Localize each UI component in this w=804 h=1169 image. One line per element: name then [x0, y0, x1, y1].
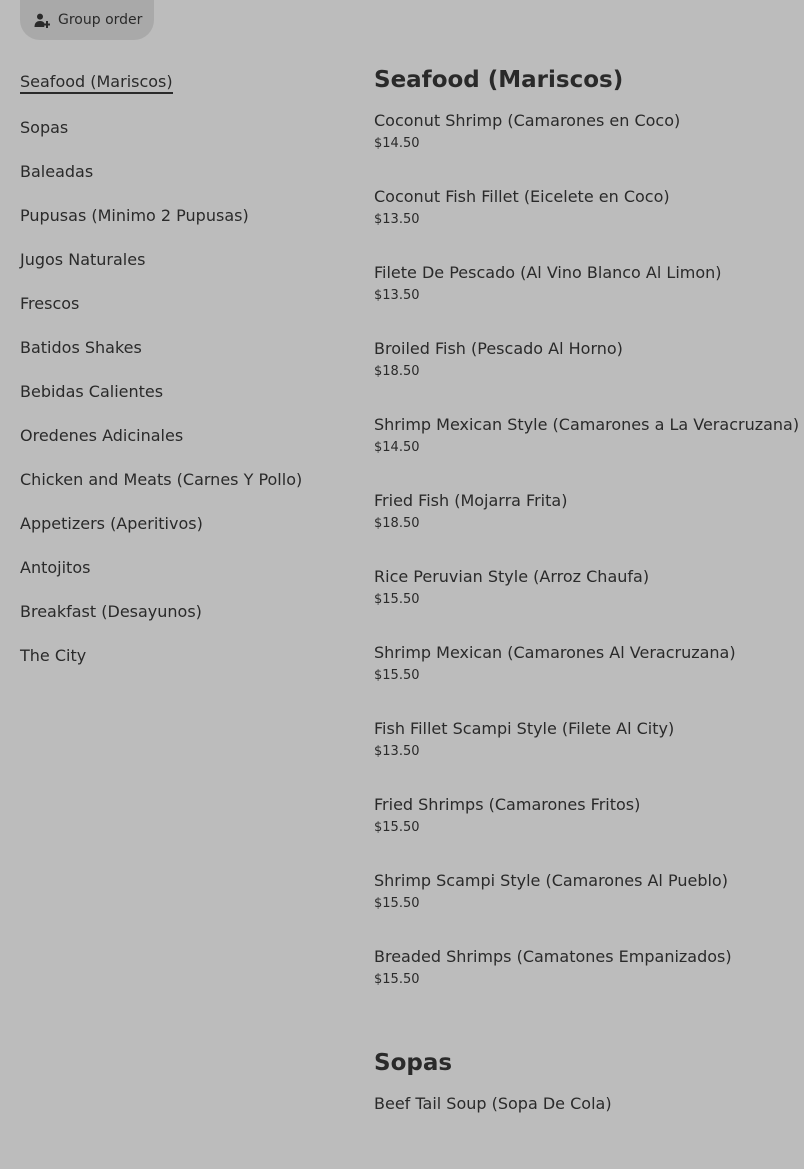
menu-item-price: $14.50	[374, 440, 420, 455]
menu-section-seafood	[374, 60, 804, 1022]
sidebar-item-label: Jugos Naturales	[20, 249, 146, 269]
sidebar-item-the-city[interactable]	[20, 633, 350, 677]
menu-item[interactable]	[374, 262, 804, 338]
menu-item[interactable]	[374, 110, 804, 186]
menu-item-price: $13.50	[374, 288, 420, 303]
sidebar-item-batidos-shakes[interactable]	[20, 325, 350, 369]
sidebar-item-ordenes-adicionales[interactable]	[20, 413, 350, 457]
sidebar-item-label: Sopas	[20, 117, 69, 137]
sidebar-item-frescos[interactable]	[20, 281, 350, 325]
menu-item[interactable]	[374, 186, 804, 262]
menu-item-price: $15.50	[374, 592, 420, 607]
menu-item-price: $13.50	[374, 212, 420, 227]
menu-item-name: Shrimp Scampi Style (Camarones Al Pueblo)	[374, 871, 728, 890]
sidebar-item-breakfast[interactable]	[20, 589, 350, 633]
sidebar-item-bebidas-calientes[interactable]	[20, 369, 350, 413]
sidebar-item-label: Chicken and Meats (Carnes Y Pollo)	[20, 469, 303, 489]
menu-item-name: Fish Fillet Scampi Style (Filete Al City)	[374, 719, 675, 738]
sidebar-item-antojitos[interactable]	[20, 545, 350, 589]
menu-item-name: Fried Fish (Mojarra Frita)	[374, 491, 568, 510]
sidebar-item-chicken-and-meats[interactable]	[20, 457, 350, 501]
menu-item-list	[374, 1093, 804, 1169]
sidebar-item-label: Appetizers (Aperitivos)	[20, 513, 203, 533]
menu-item[interactable]	[374, 718, 804, 794]
sidebar-item-label: Antojitos	[20, 557, 91, 577]
group-order-button[interactable]	[20, 0, 154, 40]
sidebar-item-seafood[interactable]	[20, 61, 350, 105]
menu-item-name: Beef Tail Soup (Sopa De Cola)	[374, 1094, 612, 1113]
menu-item-name: Breaded Shrimps (Camatones Empanizados)	[374, 947, 732, 966]
menu-item-name: Fried Shrimps (Camarones Fritos)	[374, 795, 641, 814]
menu-item[interactable]	[374, 870, 804, 946]
group-order-label: Group order	[58, 12, 143, 28]
menu-item[interactable]	[374, 794, 804, 870]
menu-item[interactable]	[374, 490, 804, 566]
menu-item-price: $15.50	[374, 820, 420, 835]
sidebar-item-label: Baleadas	[20, 161, 94, 181]
sidebar-item-label: Batidos Shakes	[20, 337, 142, 357]
sidebar-item-appetizers[interactable]	[20, 501, 350, 545]
menu-item-price: $18.50	[374, 516, 420, 531]
menu-item-name: Broiled Fish (Pescado Al Horno)	[374, 339, 623, 358]
menu-section-sopas	[374, 1043, 804, 1169]
sidebar-item-pupusas[interactable]	[20, 193, 350, 237]
section-title: Sopas	[374, 1050, 453, 1076]
menu-item-name: Rice Peruvian Style (Arroz Chaufa)	[374, 567, 650, 586]
menu-item-name: Coconut Shrimp (Camarones en Coco)	[374, 111, 681, 130]
sidebar-item-sopas[interactable]	[20, 105, 350, 149]
sidebar-item-label: Frescos	[20, 293, 80, 313]
sidebar-item-jugos-naturales[interactable]	[20, 237, 350, 281]
menu-item-price: $13.50	[374, 744, 420, 759]
menu-item-price: $14.50	[374, 136, 420, 151]
sidebar-item-label: Seafood (Mariscos)	[20, 72, 173, 94]
sidebar-item-label: Oredenes Adicinales	[20, 425, 184, 445]
menu-item-list	[374, 110, 804, 1022]
category-sidebar	[20, 61, 350, 677]
menu-item-price: $18.50	[374, 364, 420, 379]
section-title: Seafood (Mariscos)	[374, 67, 624, 93]
menu-item-price: $15.50	[374, 668, 420, 683]
menu-item-name: Coconut Fish Fillet (Eicelete en Coco)	[374, 187, 670, 206]
add-person-icon	[34, 12, 50, 28]
menu-item-name: Shrimp Mexican Style (Camarones a La Veracruzana)	[374, 415, 800, 434]
menu-item[interactable]	[374, 946, 804, 1022]
menu-item[interactable]	[374, 338, 804, 414]
sidebar-item-label: Breakfast (Desayunos)	[20, 601, 202, 621]
menu-item-price: $15.50	[374, 972, 420, 987]
menu-item[interactable]	[374, 642, 804, 718]
sidebar-item-baleadas[interactable]	[20, 149, 350, 193]
menu-item[interactable]	[374, 414, 804, 490]
sidebar-item-label: Pupusas (Minimo 2 Pupusas)	[20, 205, 249, 225]
menu-item-name: Filete De Pescado (Al Vino Blanco Al Limon)	[374, 263, 722, 282]
sidebar-item-label: Bebidas Calientes	[20, 381, 164, 401]
menu-item[interactable]	[374, 1093, 804, 1169]
menu-item-name: Shrimp Mexican (Camarones Al Veracruzana)	[374, 643, 736, 662]
menu-item[interactable]	[374, 566, 804, 642]
menu-item-price: $15.50	[374, 896, 420, 911]
sidebar-item-label: The City	[20, 645, 87, 665]
